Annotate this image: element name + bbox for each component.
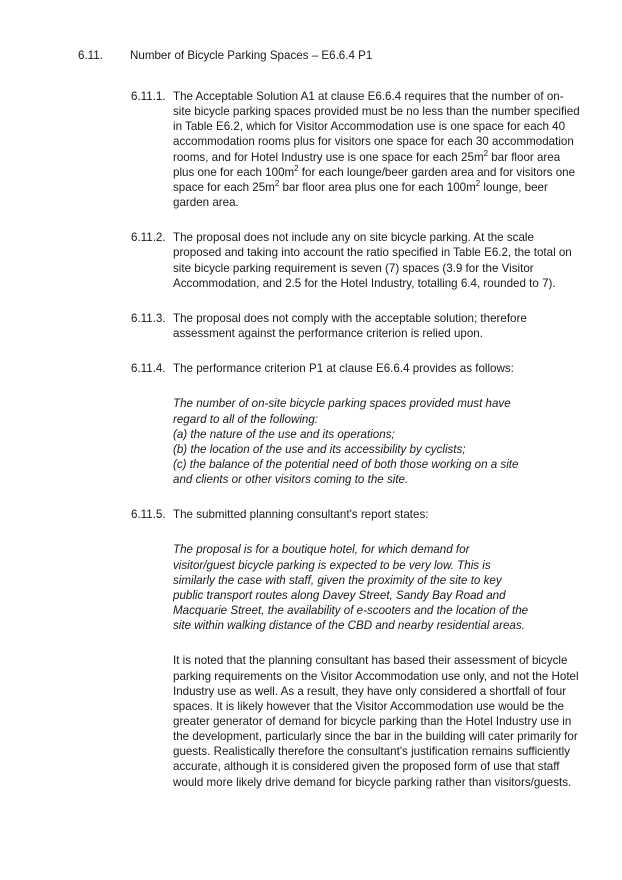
- clause-number: 6.11.1.: [131, 90, 166, 103]
- clause-body: [173, 89, 580, 210]
- spacer: [0, 487, 622, 507]
- quote-line: and clients or other visitors coming to the site.: [173, 473, 409, 487]
- spacer: [0, 341, 622, 361]
- spacer: [0, 63, 622, 89]
- section-heading-number: 6.11.: [78, 49, 103, 62]
- quote-line: Macquarie Street, the availability of e-scooters and the location of the: [173, 604, 529, 618]
- clause-6-11-4: [0, 361, 622, 376]
- quote-line: similarly the case with staff, given the proximity of the site to key: [173, 573, 502, 587]
- quote-line: site within walking distance of the CBD and nearby residential areas.: [173, 619, 525, 633]
- superscript-square-1: 2: [483, 148, 489, 158]
- clause-body: The proposal does not include any on site bicycle parking. At the scale proposed and taking into account the ratio specified in Table E6.2, the total on site bicycle parking requirement is seven (7) spaces (3.9 for the Visitor Accommodation, and 2.5 for the Hotel Industry, totalling 6.4, rounded to 7).: [173, 231, 572, 290]
- clause-6-11-5: [0, 507, 622, 522]
- superscript-square-3: 2: [274, 179, 280, 189]
- section-heading-title: Number of Bicycle Parking Spaces – E6.6.4 P1: [130, 49, 373, 62]
- clause-text-part-2: bar floor area plus one for each 100m: [173, 150, 561, 179]
- superscript-square-2: 2: [294, 163, 299, 173]
- clause-number: 6.11.2.: [131, 231, 166, 245]
- clause-text-part-5: lounge, beer garden area.: [173, 180, 548, 210]
- section-heading: [0, 48, 622, 63]
- clause-text-part-3: for each lounge/beer garden area and for visitors one space for each 25m: [173, 165, 576, 194]
- closing-paragraph: It is noted that the planning consultant has based their assessment of bicycle parking requirements on the Visitor Accommodation use only, and not the Hotel Industry use as well. As a result, they have only considered a shortfall of four spaces. It is likely however that the Visitor Accommodation use would be the greater generator of demand for bicycle parking than the Hotel Industry use in the development, particularly since the bar in the building will cater primarily for guests. Realistically therefore the consultant's justification remains sufficiently accurate, although it is considered given the proposed form of use that staff would more likely drive demand for bicycle parking rather than visitors/guests.: [173, 654, 579, 789]
- consultant-report-quote: [0, 542, 622, 633]
- clause-number: 6.11.3.: [131, 311, 166, 325]
- quote-line: visitor/guest bicycle parking is expected to be very low. This is: [173, 558, 491, 572]
- clause-text-part-1: The Acceptable Solution A1 at clause E6.6.4 requires that the number of on-site bicycle parking spaces provided must be no less than the number specified in Table E6.2, which for Visitor Accommodation use is one space for each 40 accommodation rooms plus for visitors one space for each 30 accommodation rooms, and for Hotel Industry use is one space for each 25m: [173, 90, 580, 164]
- clause-body: The performance criterion P1 at clause E6.6.4 provides as follows:: [173, 362, 514, 376]
- quote-line: regard to all of the following:: [173, 412, 319, 426]
- quote-line: (a) the nature of the use and its operations;: [173, 427, 395, 441]
- quote-line: (c) the balance of the potential need of both those working on a site: [173, 457, 519, 471]
- quote-line: The proposal is for a boutique hotel, for which demand for: [173, 543, 470, 557]
- clause-text-part-4: bar floor area plus one for each 100m: [279, 180, 476, 194]
- clause-6-11-2: [0, 230, 622, 291]
- spacer: [0, 291, 622, 311]
- clause-body: The submitted planning consultant's report states:: [173, 508, 429, 522]
- spacer: [0, 633, 622, 653]
- clause-number: 6.11.5.: [131, 508, 166, 522]
- quote-line: public transport routes along Davey Street, Sandy Bay Road and: [173, 588, 506, 602]
- spacer: [0, 210, 622, 230]
- spacer: [0, 376, 622, 396]
- clause-6-11-3: [0, 311, 622, 341]
- superscript-square-4: 2: [475, 179, 481, 189]
- quote-line: (b) the location of the use and its accessibility by cyclists;: [173, 442, 466, 456]
- clause-6-11-1: [0, 89, 622, 210]
- clause-number: 6.11.4.: [131, 362, 166, 376]
- clause-body: The proposal does not comply with the acceptable solution; therefore assessment against the performance criterion is relied upon.: [173, 311, 527, 341]
- performance-criterion-quote: [0, 396, 622, 487]
- top-margin: [0, 0, 622, 48]
- spacer: [0, 522, 622, 542]
- quote-line: The number of on-site bicycle parking spaces provided must have: [173, 397, 511, 411]
